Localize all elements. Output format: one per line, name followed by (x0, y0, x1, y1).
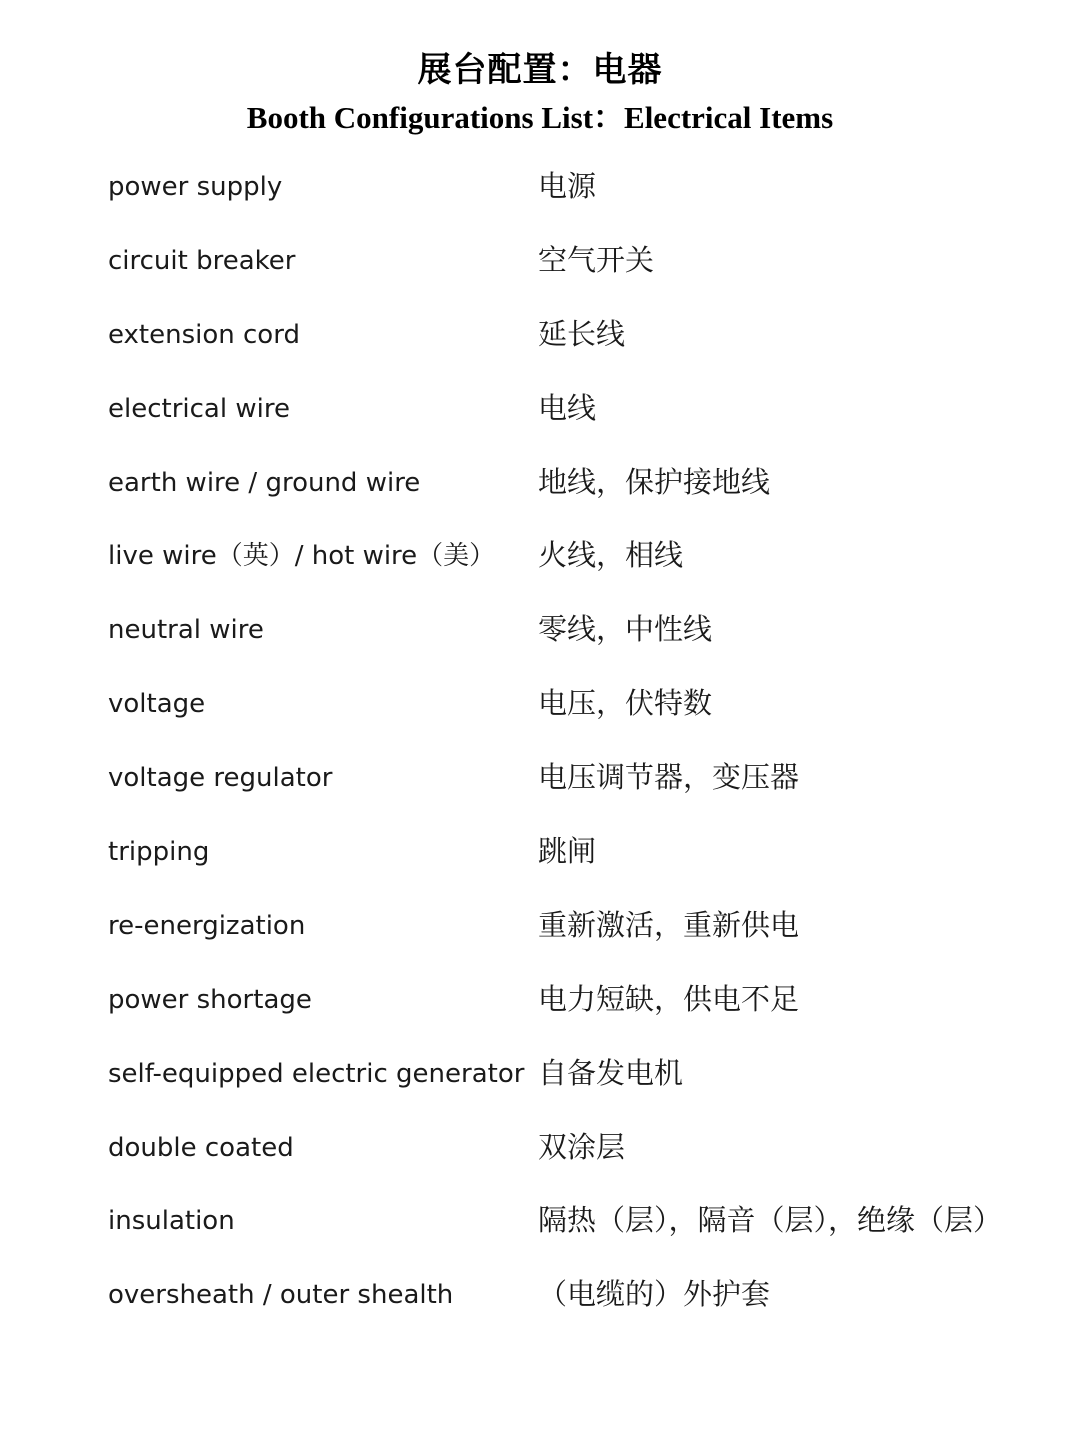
page-title-english: Booth Configurations List：Electrical Items (246, 100, 834, 135)
term-english: electrical wire (108, 393, 290, 424)
term-english: extension cord (108, 319, 300, 350)
term-english: power shortage (108, 984, 312, 1015)
term-chinese: 电力短缺，供电不足 (538, 981, 800, 1016)
term-chinese: 电压，伏特数 (538, 686, 713, 721)
term-english: re-energization (108, 910, 306, 941)
glossary-row (0, 1111, 1080, 1185)
glossary-row (0, 593, 1080, 667)
glossary-row (0, 150, 1080, 224)
term-chinese: 延长线 (538, 316, 626, 351)
term-chinese: 零线，中性线 (538, 612, 713, 647)
term-chinese: 跳闸 (538, 834, 597, 869)
glossary-row (0, 519, 1080, 593)
glossary-row (0, 815, 1080, 889)
term-chinese: 电源 (538, 169, 597, 203)
term-english: insulation (108, 1206, 235, 1237)
term-chinese: 电压调节器，变压器 (538, 760, 800, 795)
term-chinese: （电缆的）外护套 (538, 1277, 771, 1312)
term-chinese: 隔热（层），隔音（层），绝缘（层） (538, 1203, 1003, 1238)
glossary-row (0, 1184, 1080, 1258)
glossary-row (0, 372, 1080, 446)
term-english: voltage (108, 689, 206, 720)
term-english: tripping (108, 837, 210, 868)
term-chinese: 地线，保护接地线 (538, 464, 771, 499)
glossary-row (0, 298, 1080, 372)
term-chinese: 自备发电机 (538, 1055, 684, 1090)
glossary-row (0, 667, 1080, 741)
term-english: neutral wire (108, 615, 264, 646)
glossary-list (0, 150, 1080, 1332)
term-english: earth wire / ground wire (108, 467, 421, 498)
page-title-chinese: 展台配置：电器 (417, 50, 663, 90)
glossary-row (0, 889, 1080, 963)
glossary-row (0, 224, 1080, 298)
term-english: power supply (108, 172, 283, 202)
glossary-row (0, 741, 1080, 815)
term-english: self-equipped electric generator (108, 1058, 525, 1089)
glossary-row (0, 1258, 1080, 1332)
term-english: voltage regulator (108, 763, 333, 794)
term-chinese: 火线，相线 (538, 538, 684, 573)
term-chinese: 电线 (538, 390, 597, 425)
term-english: double coated (108, 1132, 294, 1163)
term-english: circuit breaker (108, 245, 296, 276)
term-chinese: 双涂层 (538, 1129, 626, 1164)
glossary-row (0, 1037, 1080, 1111)
term-chinese: 重新激活，重新供电 (538, 907, 800, 942)
glossary-row (0, 446, 1080, 520)
glossary-row (0, 963, 1080, 1037)
term-chinese: 空气开关 (538, 242, 655, 277)
term-english: live wire（英）/ hot wire（美） (108, 541, 496, 572)
term-english: oversheath / outer shealth (108, 1280, 454, 1311)
